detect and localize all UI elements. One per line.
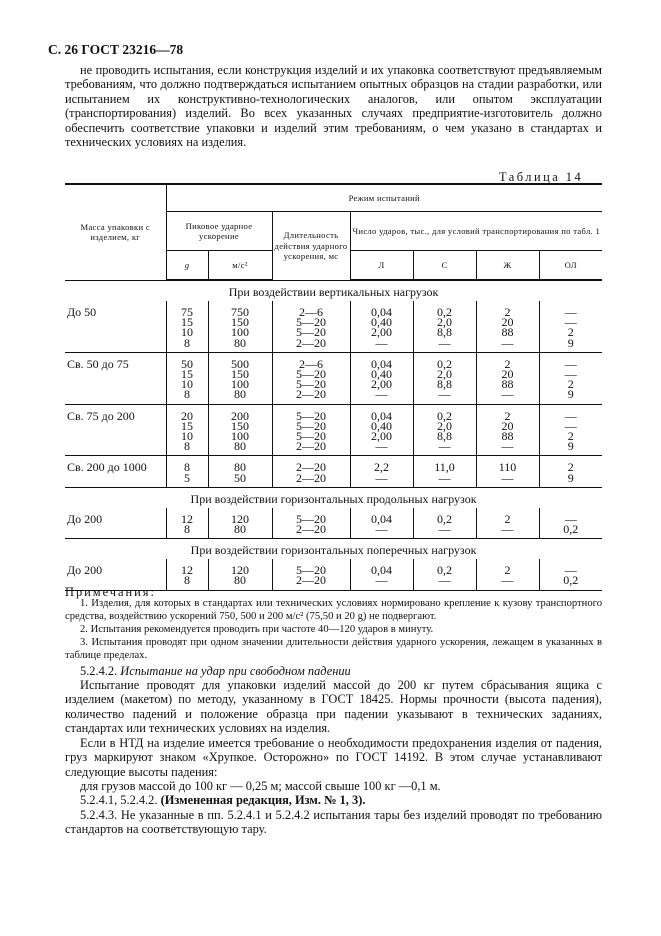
section-vertical: При воздействии вертикальных нагрузок xyxy=(228,285,439,299)
cell-value: 0,04 xyxy=(371,356,392,371)
cell-value: 8 xyxy=(184,460,190,475)
cell-value: 15 xyxy=(181,418,193,433)
cell-value: 0,2 xyxy=(437,511,452,526)
cell-value: 5—20 xyxy=(296,325,326,340)
paragraph-revision xyxy=(65,793,602,807)
mass-cell: Св. 75 до 200 xyxy=(65,404,166,456)
cell-value: 88 xyxy=(501,377,514,392)
l-cell xyxy=(350,404,413,456)
header-g: g xyxy=(166,251,208,281)
zh-cell xyxy=(476,352,539,404)
table-row xyxy=(65,508,602,539)
cell-value: — xyxy=(375,522,388,537)
cell-value: 0,2 xyxy=(563,573,579,588)
cell-value: 120 xyxy=(231,563,249,578)
header-test-mode: Режим испытаний xyxy=(166,184,602,212)
cell-value: 100 xyxy=(231,429,249,444)
ol-cell xyxy=(539,456,602,487)
cell-value: 2,2 xyxy=(374,460,389,475)
cell-value: 2 xyxy=(504,408,511,423)
cell-value: 88 xyxy=(501,325,514,340)
cell-value: 100 xyxy=(231,377,249,392)
cell-value: 9 xyxy=(567,335,574,350)
header-zh: Ж xyxy=(476,251,539,281)
section-5242-heading xyxy=(65,664,602,678)
cell-value: 8 xyxy=(184,335,190,350)
cell-value: 2,0 xyxy=(437,367,452,382)
cell-value: 5—20 xyxy=(296,408,326,423)
s-cell xyxy=(413,559,476,590)
cell-value: 5—20 xyxy=(296,315,326,330)
cell-value: 5 xyxy=(184,470,190,485)
cell-value: 100 xyxy=(231,325,249,340)
cell-value: — xyxy=(564,367,577,382)
cell-value: 8 xyxy=(184,387,190,402)
cell-value: 10 xyxy=(181,325,193,340)
cell-value: 2 xyxy=(567,429,574,444)
cell-value: 110 xyxy=(498,460,517,475)
cell-value: 750 xyxy=(231,305,249,319)
ol-cell xyxy=(539,404,602,456)
cell-value: 2—20 xyxy=(296,387,326,402)
cell-value: 10 xyxy=(181,377,193,392)
s-cell xyxy=(413,456,476,487)
notes-title: Примечания: xyxy=(65,585,156,599)
cell-value: 2—6 xyxy=(299,356,323,371)
note-3: 3. Испытания проводят при одном значении длительности действия ударного ускорения, лежащем в указанных в таблице пределах. xyxy=(65,637,602,661)
duration-cell xyxy=(272,456,350,487)
cell-value: 2—20 xyxy=(296,439,326,454)
zh-cell xyxy=(476,456,539,487)
cell-value: 2,00 xyxy=(371,325,392,340)
cell-value: 8 xyxy=(184,439,190,454)
page-header: С. 26 ГОСТ 23216—78 xyxy=(48,42,184,57)
mass-cell: До 200 xyxy=(65,559,166,590)
cell-value: — xyxy=(501,470,514,485)
cell-value: 88 xyxy=(501,429,514,444)
ol-cell xyxy=(539,301,602,352)
section-title: Испытание на удар при свободном падении xyxy=(120,664,351,678)
cell-value: 8,8 xyxy=(437,325,452,340)
cell-value: 8 xyxy=(184,522,190,537)
header-mass: Масса упаковки с изделием, кг xyxy=(65,184,166,280)
cell-value: 2 xyxy=(567,325,574,340)
revision-note: (Измененная редакция, Изм. № 1, 3). xyxy=(160,793,366,807)
cell-value: 2,00 xyxy=(371,429,392,444)
cell-value: 5—20 xyxy=(296,429,326,444)
ms2-cell xyxy=(208,352,272,404)
cell-value: 120 xyxy=(231,511,249,526)
cell-value: 12 xyxy=(181,563,193,578)
cell-value: 9 xyxy=(567,387,574,402)
header-ms2: м/с² xyxy=(208,251,272,281)
cell-value: 20 xyxy=(501,315,514,330)
s-cell xyxy=(413,352,476,404)
cell-value: 0,2 xyxy=(437,305,452,319)
s-cell xyxy=(413,301,476,352)
cell-value: 80 xyxy=(234,335,246,350)
cell-value: — xyxy=(564,356,577,371)
duration-cell xyxy=(272,352,350,404)
note-1: 1. Изделия, для которых в стандартах или технических условиях нормировано крепление к кузову транспортного средства, воздействию ускорений 750, 500 и 200 м/с² (75,50 и 20 g) не подвергают. xyxy=(65,598,602,622)
cell-value: 0,04 xyxy=(371,408,392,423)
cell-value: — xyxy=(564,408,577,423)
cell-value: 15 xyxy=(181,367,193,382)
cell-value: 80 xyxy=(234,522,246,537)
header-duration: Длительность действия ударного ускорения, мс xyxy=(272,212,350,281)
cell-value: 80 xyxy=(234,439,246,454)
l-cell xyxy=(350,508,413,539)
cell-value: — xyxy=(438,573,451,588)
zh-cell xyxy=(476,404,539,456)
s-cell xyxy=(413,508,476,539)
cell-value: 5—20 xyxy=(296,377,326,392)
table-row xyxy=(65,352,602,404)
cell-value: 5—20 xyxy=(296,367,326,382)
revision-sections: 5.2.4.1, 5.2.4.2. xyxy=(80,793,158,807)
cell-value: 0,04 xyxy=(371,563,392,578)
cell-value: 75 xyxy=(181,305,193,319)
duration-cell xyxy=(272,301,350,352)
duration-cell xyxy=(272,404,350,456)
cell-value: — xyxy=(564,315,577,330)
ms2-cell xyxy=(208,301,272,352)
mass-cell: Св. 200 до 1000 xyxy=(65,456,166,487)
section-transverse: При воздействии горизонтальных поперечных нагрузок xyxy=(190,543,477,558)
paragraph-drop-test: Испытание проводят для упаковки изделий массой до 200 кг путем сбрасывания ящика с изделием (макетом) по методу, указанному в ГОСТ 18425. Нормы прочности (высота падения), количество падений и положение образца при падении указывают в технических заданиях, стандартах или технических условиях на изделия. xyxy=(65,678,602,736)
cell-value: 2 xyxy=(504,563,511,578)
cell-value: 0,04 xyxy=(371,511,392,526)
ms2-cell xyxy=(208,456,272,487)
cell-value: 50 xyxy=(234,470,246,485)
cell-value: — xyxy=(564,563,577,578)
header-impact-count: Число ударов, тыс., для условий транспортирования по табл. 1 xyxy=(350,212,602,251)
cell-value: 5—20 xyxy=(296,418,326,433)
cell-value: 2—20 xyxy=(296,470,326,485)
table-14 xyxy=(65,183,602,591)
cell-value: 80 xyxy=(234,573,246,588)
cell-value: 0,40 xyxy=(371,418,392,433)
cell-value: 2—20 xyxy=(296,573,326,588)
cell-value: — xyxy=(501,522,514,537)
g-cell xyxy=(166,456,208,487)
zh-cell xyxy=(476,559,539,590)
cell-value: 2,00 xyxy=(371,377,392,392)
cell-value: 5—20 xyxy=(296,563,326,578)
cell-value: — xyxy=(375,335,388,350)
cell-value: — xyxy=(501,335,514,350)
cell-value: 150 xyxy=(231,315,249,330)
cell-value: — xyxy=(375,573,388,588)
paragraph-5243: 5.2.4.3. Не указанные в пп. 5.2.4.1 и 5.2.4.2 испытания тары без изделий проводят по требованию стандартов на соответствующую тару. xyxy=(65,808,602,837)
cell-value: 0,2 xyxy=(437,408,452,423)
l-cell xyxy=(350,301,413,352)
g-cell xyxy=(166,352,208,404)
g-cell xyxy=(166,301,208,352)
cell-value: 0,2 xyxy=(437,563,452,578)
cell-value: 150 xyxy=(231,418,249,433)
cell-value: 11,0 xyxy=(434,460,455,475)
cell-value: 15 xyxy=(181,315,193,330)
cell-value: 9 xyxy=(567,470,574,485)
duration-cell xyxy=(272,559,350,590)
cell-value: 2—6 xyxy=(299,305,323,319)
cell-value: 0,2 xyxy=(437,356,452,371)
cell-value: 80 xyxy=(234,387,246,402)
mass-cell: До 200 xyxy=(65,508,166,539)
cell-value: 2 xyxy=(567,377,574,392)
l-cell xyxy=(350,559,413,590)
cell-value: 50 xyxy=(181,356,193,371)
cell-value: 2—20 xyxy=(296,335,326,350)
cell-value: — xyxy=(564,511,577,526)
cell-value: 2 xyxy=(504,511,511,526)
cell-value: 10 xyxy=(181,429,193,444)
cell-value: — xyxy=(438,470,451,485)
duration-cell xyxy=(272,508,350,539)
cell-value: — xyxy=(375,439,388,454)
cell-value: — xyxy=(438,387,451,402)
cell-value: — xyxy=(564,418,577,433)
cell-value: 150 xyxy=(231,367,249,382)
table-caption: Таблица 14 xyxy=(499,170,584,184)
ms2-cell xyxy=(208,404,272,456)
cell-value: — xyxy=(438,522,451,537)
mass-cell: Св. 50 до 75 xyxy=(65,352,166,404)
s-cell xyxy=(413,404,476,456)
cell-value: 20 xyxy=(501,418,514,433)
header-l: Л xyxy=(350,251,413,281)
cell-value: 2 xyxy=(504,356,511,371)
l-cell xyxy=(350,352,413,404)
cell-value: 12 xyxy=(181,511,193,526)
cell-value: — xyxy=(564,305,577,319)
cell-value: 200 xyxy=(231,408,249,423)
cell-value: — xyxy=(438,335,451,350)
cell-value: 9 xyxy=(567,439,574,454)
cell-value: — xyxy=(375,470,388,485)
l-cell xyxy=(350,456,413,487)
cell-value: 8,8 xyxy=(437,377,452,392)
ol-cell xyxy=(539,508,602,539)
cell-value: 0,40 xyxy=(371,315,392,330)
header-ol: ОЛ xyxy=(539,251,602,281)
cell-value: 0,2 xyxy=(563,522,579,537)
cell-value: 2—20 xyxy=(296,460,326,475)
header-s: С xyxy=(413,251,476,281)
cell-value: 80 xyxy=(234,460,246,475)
cell-value: — xyxy=(501,573,514,588)
table-row xyxy=(65,456,602,487)
intro-paragraph: не проводить испытания, если конструкция изделий и их упаковка соответствуют предъявляемым требованиям, что должно подтверждаться испытанием опытных образцов на стадии разработки, или испытанием их конструктивно-технологических аналогов, или опытом эксплуатации (транспортирования) изделий. Во всех указанных случаях предприятие-изготовитель должно обеспечить соответствие упаковки и изделий этим требованиям, о чем указано в стандартах и технических условиях на изделия. xyxy=(65,63,602,150)
table-row xyxy=(65,301,602,352)
ol-cell xyxy=(539,352,602,404)
cell-value: — xyxy=(438,439,451,454)
cell-value: 5—20 xyxy=(296,511,326,526)
paragraph-fragile: Если в НТД на изделие имеется требование о необходимости предохранения изделия от падения, груз маркируют знаком «Хрупкое. Осторожно» по ГОСТ 14192. В этом случае устанавливают следующие высоты падения: xyxy=(65,736,602,779)
cell-value: — xyxy=(501,387,514,402)
cell-value: 500 xyxy=(231,356,249,371)
g-cell xyxy=(166,559,208,590)
header-peak-acceleration: Пиковое ударное ускорение xyxy=(166,212,272,251)
cell-value: 8 xyxy=(184,573,190,588)
ol-cell xyxy=(539,559,602,590)
ms2-cell xyxy=(208,508,272,539)
table-row xyxy=(65,404,602,456)
g-cell xyxy=(166,404,208,456)
cell-value: 20 xyxy=(181,408,193,423)
cell-value: 8,8 xyxy=(437,429,452,444)
cell-value: 20 xyxy=(501,367,514,382)
cell-value: 2,0 xyxy=(437,418,452,433)
cell-value: 2 xyxy=(567,460,574,475)
cell-value: — xyxy=(375,387,388,402)
cell-value: — xyxy=(501,439,514,454)
zh-cell xyxy=(476,508,539,539)
ms2-cell xyxy=(208,559,272,590)
zh-cell xyxy=(476,301,539,352)
g-cell xyxy=(166,508,208,539)
cell-value: 2 xyxy=(504,305,511,319)
paragraph-heights: для грузов массой до 100 кг — 0,25 м; массой свыше 100 кг —0,1 м. xyxy=(80,779,441,793)
mass-cell: До 50 xyxy=(65,301,166,352)
cell-value: 2—20 xyxy=(296,522,326,537)
note-2: 2. Испытания рекомендуется проводить при частоте 40—120 ударов в минуту. xyxy=(80,624,434,635)
cell-value: 0,04 xyxy=(371,305,392,319)
section-number: 5.2.4.2. xyxy=(80,664,118,678)
section-longitudinal: При воздействии горизонтальных продольных нагрузок xyxy=(190,491,477,506)
cell-value: 0,40 xyxy=(371,367,392,382)
cell-value: 2,0 xyxy=(437,315,452,330)
